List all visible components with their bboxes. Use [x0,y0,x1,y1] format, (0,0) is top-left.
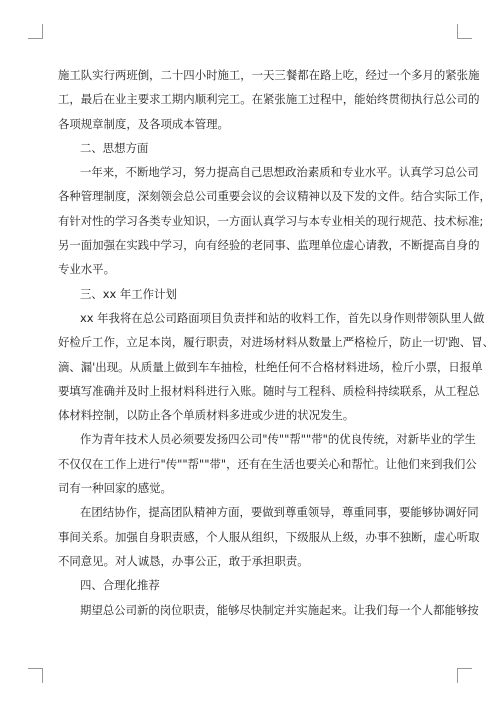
text-line: 作为青年技术人员必须要发扬四公司"传""帮""带"的优良传统，对新毕业的学生 [80,432,476,447]
text-line: 有针对性的学习各类专业知识，一方面认真学习与本专业相关的现行规范、技术标准; [58,213,484,228]
text-line: 二、思想方面 [80,140,149,155]
text-line: 好检斤工作，立足本岗，履行职责，对进场材料从数量上严格检斤，防止一切'跑、冒、 [58,335,494,350]
crop-mark-top-left [28,24,43,39]
text-line: 专业水平。 [58,262,115,277]
text-line: 司有一种回家的感觉。 [58,481,172,496]
document-body [58,63,494,622]
text-line: 滴、漏'出现。从质量上做到车车抽检，杜绝任何不合格材料进场，检斤小票，日报单 [58,359,483,374]
text-line: 另一面加强在实践中学习，向有经验的老同事、监理单位虚心请教，不断提高自身的 [58,238,480,253]
crop-mark-top-right [457,24,472,39]
text-line: 不同意见。对人诚恳，办事公正，敢于承担职责。 [58,553,309,568]
text-line: 要填写准确并及时上报材料科进行入账。随时与工程科、质检科持续联系，从工程总 [58,383,480,398]
text-line: 施工队实行两班倒，二十四小时施工，一天三餐都在路上吃，经过一个多月的紧张施 [58,68,480,82]
text-line: 在团结协作，提高团队精神方面，要做到尊重领导，尊重同事，要能够协调好同 [80,505,479,520]
text-line: 四、合理化推荐 [80,578,160,593]
text-line: 事间关系。加强自身职责感，个人服从组织，下级服从上级，办事不独断，虚心听取 [58,529,480,544]
crop-mark-bottom-right [457,668,472,683]
text-line: xx 年我将在总公司路面项目负责拌和站的收料工作，首先以身作则带领队里人做 [80,310,485,325]
text-line: 工，最后在业主要求工期内顺利完工。在紧张施工过程中，能始终贯彻执行总公司的 [58,92,480,107]
text-line: 各项规章制度，及各项成本管理。 [58,116,229,131]
text-line: 各种管理制度，深刻领会总公司重要会议的会议精神以及下发的文件。结合实际工作， [58,189,491,204]
crop-mark-bottom-left [28,668,43,683]
text-line: 体材料控制，以防止各个单质材料多进或少进的状况发生。 [58,408,355,423]
text-line: 不仅仅在工作上进行"传""帮""带"，还有在生活也要关心和帮忙。让他们来到我们公 [58,456,477,471]
text-line: 期望总公司新的岗位职责，能够尽快制定并实施起来。让我们每一个人都能够按 [80,602,479,617]
text-line: 三、xx 年工作计划 [80,286,177,301]
text-line: 一年来，不断地学习，努力提高自己思想政治素质和专业水平。认真学习总公司 [80,165,479,180]
